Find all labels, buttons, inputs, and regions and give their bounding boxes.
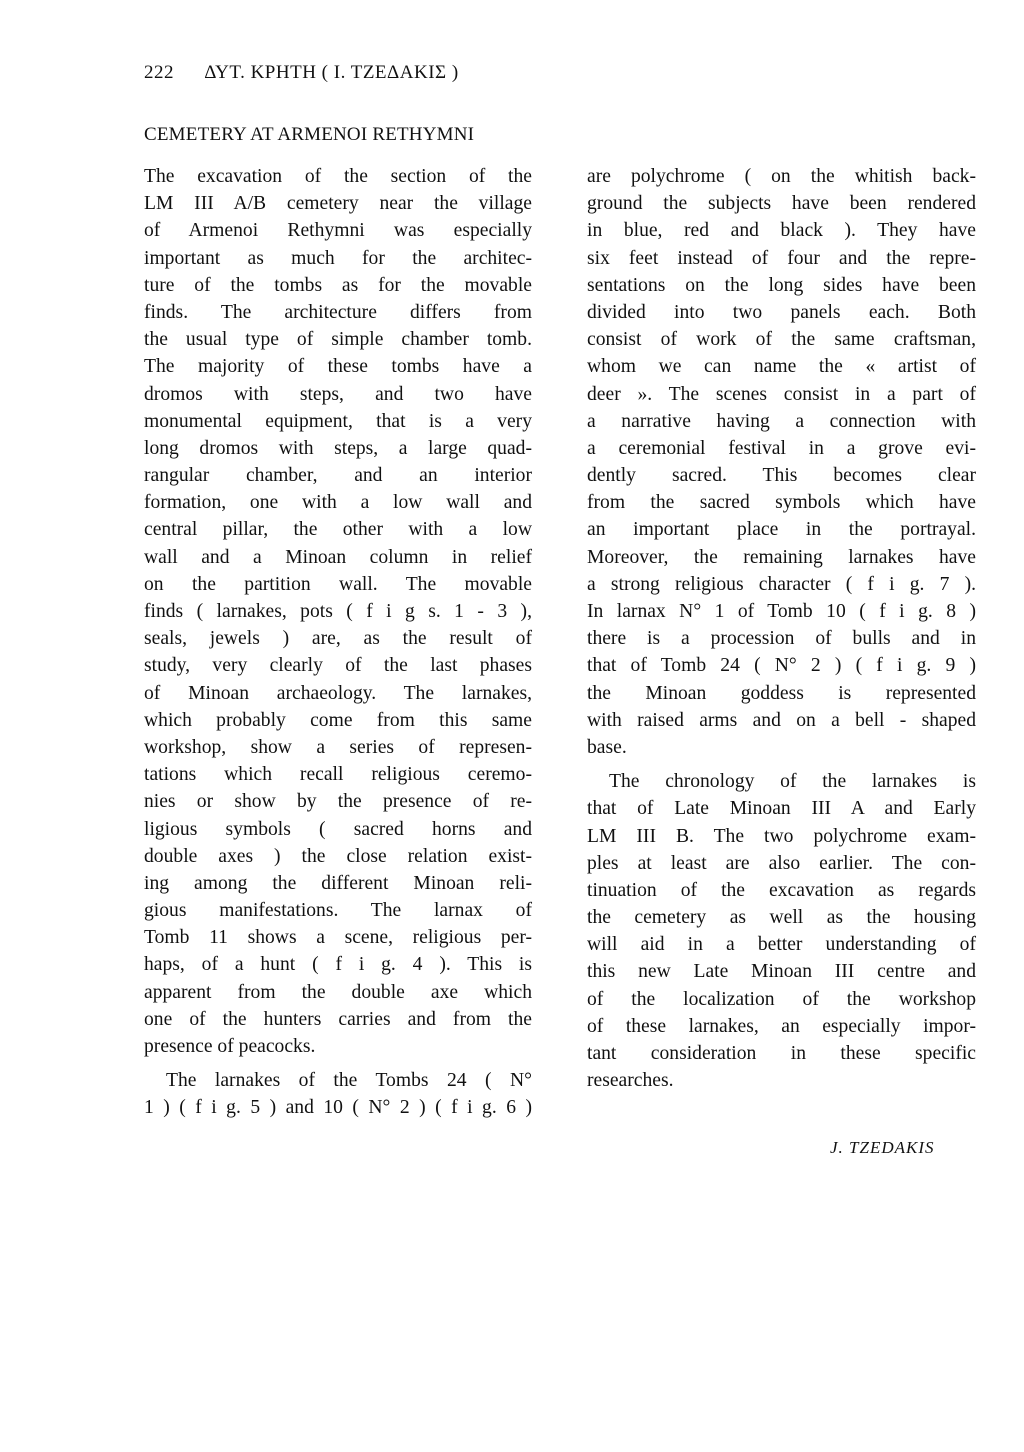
text-line: Tomb 11 shows a scene, religious per- (144, 927, 532, 949)
text-line: a narrative having a connection with (587, 410, 976, 432)
text-line: an important place in the portrayal. (587, 519, 976, 541)
text-line: seals, jewels ) are, as the result of (144, 628, 532, 650)
text-line: The excavation of the section of the (144, 166, 532, 187)
text-line: of the localization of the workshop (587, 988, 976, 1010)
text-line: wall and a Minoan column in relief (144, 546, 532, 568)
text-line: of these larnakes, an especially impor- (587, 1015, 976, 1037)
text-line: ples at least are also earlier. The con- (587, 852, 976, 874)
text-line: The majority of these tombs have a (144, 356, 532, 378)
text-line: the Minoan goddess is represented (587, 682, 976, 704)
text-line: finds ( larnakes, pots ( f i g s. 1 - 3 ), (144, 601, 532, 622)
text-line: dently sacred. This becomes clear (587, 465, 976, 487)
text-line: rangular chamber, and an interior (144, 465, 532, 487)
text-line: which probably come from this same (144, 709, 532, 731)
left-column (144, 163, 532, 1122)
text-line: ground the subjects have been rendered (587, 193, 976, 215)
text-line: ligious symbols ( sacred horns and (144, 818, 532, 840)
text-line: ture of the tombs as for the movable (144, 274, 532, 296)
text-line: the usual type of simple chamber tomb. (144, 329, 532, 351)
right-column (587, 163, 976, 1094)
text-line: will aid in a better understanding of (587, 934, 976, 956)
text-line: that of Late Minoan III A and Early (587, 798, 976, 820)
text-line: researches. (587, 1070, 674, 1092)
text-line: dromos with steps, and two have (144, 383, 532, 405)
text-line: sentations on the long sides have been (587, 274, 976, 296)
text-line: central pillar, the other with a low (144, 519, 532, 541)
text-line: formation, one with a low wall and (144, 492, 532, 514)
text-line: there is a procession of bulls and in (587, 628, 976, 650)
text-line: The larnakes of the Tombs 24 ( N° (166, 1070, 532, 1092)
text-line: study, very clearly of the last phases (144, 655, 532, 677)
text-line: a ceremonial festival in a grove evi- (587, 437, 976, 459)
text-line: important as much for the architec- (144, 247, 532, 269)
text-line: on the partition wall. The movable (144, 573, 532, 595)
running-title: ΔΥΤ. ΚΡΗΤΗ ( Ι. ΤΖΕΔΑΚΙΣ ) (204, 62, 459, 83)
text-line: a strong religious character ( f i g. 7 ). (587, 573, 976, 595)
text-line: the cemetery as well as the housing (587, 907, 976, 929)
text-line: deer ». The scenes consist in a part of (587, 383, 976, 405)
text-line: double axes ) the close relation exist- (144, 845, 532, 867)
text-line: consist of work of the same craftsman, (587, 329, 976, 351)
text-line: are polychrome ( on the whitish back- (587, 166, 976, 187)
text-line: tant consideration in these specific (587, 1043, 976, 1064)
text-line: base. (587, 736, 627, 758)
text-line: ing among the different Minoan reli- (144, 872, 532, 894)
text-line: long dromos with steps, a large quad- (144, 437, 532, 459)
text-line: monumental equipment, that is a very (144, 410, 532, 432)
text-line: The chronology of the larnakes is (609, 771, 976, 793)
text-line: tations which recall religious ceremo- (144, 764, 532, 786)
text-line: haps, of a hunt ( f i g. 4 ). This is (144, 954, 532, 976)
text-line: this new Late Minoan III centre and (587, 961, 976, 983)
text-line: LM III A/B cemetery near the village (144, 193, 532, 215)
text-line: gious manifestations. The larnax of (144, 900, 532, 922)
text-line: Moreover, the remaining larnakes have (587, 546, 976, 568)
text-line: nies or show by the presence of re- (144, 791, 532, 813)
text-line: with raised arms and on a bell - shaped (587, 709, 976, 731)
text-line: finds. The architecture differs from (144, 301, 532, 323)
article-title: CEMETERY AT ARMENOI RETHYMNI (144, 124, 475, 145)
text-line: presence of peacocks. (144, 1036, 316, 1057)
text-line: of Armenoi Rethymni was especially (144, 220, 532, 242)
running-header (144, 62, 459, 84)
page-number: 222 (144, 62, 174, 83)
text-line: six feet instead of four and the repre- (587, 247, 976, 269)
author-signature: J. TZEDAKIS (830, 1138, 935, 1157)
text-line: apparent from the double axe which (144, 981, 532, 1003)
text-line: tinuation of the excavation as regards (587, 879, 976, 901)
text-line: that of Tomb 24 ( N° 2 ) ( f i g. 9 ) (587, 655, 976, 677)
text-line: one of the hunters carries and from the (144, 1008, 532, 1030)
text-line: of Minoan archaeology. The larnakes, (144, 682, 532, 704)
text-line: In larnax N° 1 of Tomb 10 ( f i g. 8 ) (587, 601, 976, 622)
text-line: in blue, red and black ). They have (587, 220, 976, 242)
text-line: 1 ) ( f i g. 5 ) and 10 ( N° 2 ) ( f i g. 6 ) (144, 1097, 532, 1119)
text-line: workshop, show a series of represen- (144, 736, 532, 758)
text-line: LM III B. The two polychrome exam- (587, 825, 976, 847)
text-line: divided into two panels each. Both (587, 301, 976, 323)
text-line: from the sacred symbols which have (587, 492, 976, 514)
text-line: whom we can name the « artist of (587, 356, 976, 378)
